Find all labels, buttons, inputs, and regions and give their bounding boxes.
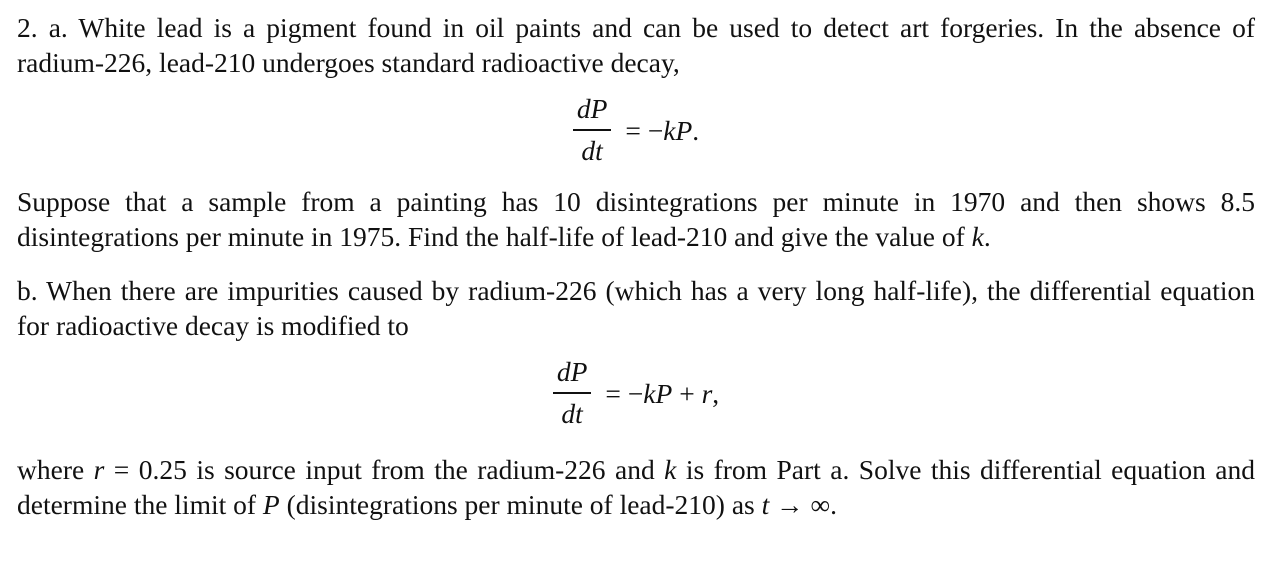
- k-variable-b: k: [664, 454, 677, 485]
- equation-rhs: [625, 113, 699, 148]
- limit-arrow: → ∞.: [769, 489, 837, 520]
- fraction-bar: [573, 129, 612, 130]
- fraction-denominator: dt: [581, 134, 603, 166]
- derivative-fraction: [573, 92, 612, 167]
- equation-period: .: [692, 114, 700, 146]
- fraction-numerator: dP: [576, 93, 608, 125]
- fraction-denominator-b: dt: [561, 397, 583, 429]
- part-a-question-text: Suppose that a sample from a painting has 10 disintegrations per minute in 1970 and then shows 8.5 disintegrations per minute in 1975. Find the half-life of lead-210 and give the value of: [17, 186, 1255, 252]
- part-b-intro: [17, 273, 1255, 343]
- plus-sign: +: [672, 377, 702, 409]
- part-a-intro-text: 2. a. White lead is a pigment found in oil paints and can be used to detect art forgeries. In the absence of radium-226, lead-210 undergoes standard radioactive decay,: [17, 12, 1255, 78]
- equation-modified: [17, 348, 1255, 438]
- equation-comma: ,: [712, 377, 720, 409]
- fraction-numerator-b: dP: [556, 356, 588, 388]
- r-term: r: [701, 377, 713, 409]
- part-a-question-end: .: [983, 221, 991, 252]
- k-variable: k: [971, 221, 984, 252]
- part-a-intro: [17, 10, 1255, 80]
- problem-text: [17, 10, 1255, 522]
- part-b-question: [17, 452, 1255, 522]
- t-variable: t: [761, 489, 770, 520]
- solve-text: is from Part a. Solve this differential equation and determine the limit of: [17, 454, 1256, 520]
- part-a-question: [17, 184, 1255, 254]
- derivative-fraction-b: [553, 355, 592, 430]
- equals-minus: = −: [625, 114, 664, 146]
- kp-term: kP: [663, 114, 693, 146]
- part-b-intro-text: b. When there are impurities caused by radium-226 (which has a very long half-life), the differential equation for radioactive decay is modified to: [17, 275, 1255, 341]
- p-variable: P: [262, 489, 280, 520]
- equals-minus-b: = −: [605, 377, 644, 409]
- equation-rhs-b: [605, 376, 719, 411]
- where-text: where: [17, 454, 94, 485]
- fraction-bar-b: [553, 392, 592, 393]
- r-value-text: = 0.25 is source input from the radium-226 and: [104, 454, 665, 485]
- kp-term-b: kP: [643, 377, 673, 409]
- equation-decay: [17, 85, 1255, 175]
- r-variable: r: [93, 454, 105, 485]
- paren-text: (disintegrations per minute of lead-210) as: [279, 489, 762, 520]
